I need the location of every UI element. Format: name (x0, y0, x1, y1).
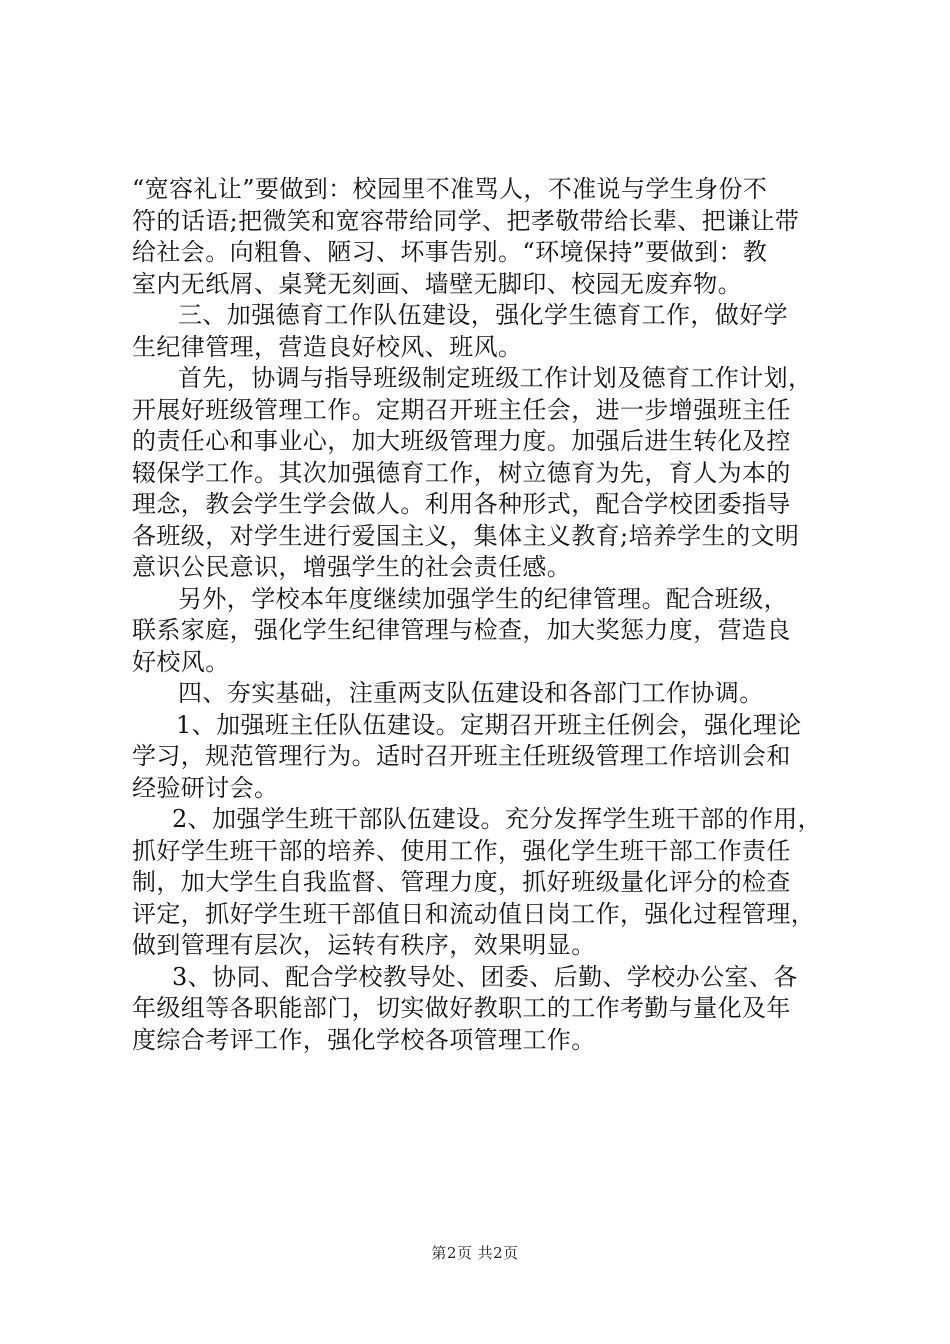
section-heading-four: 四、夯实基础，注重两支队伍建设和各部门工作协调。 (178, 679, 764, 707)
text-line: 年级组等各职能部门，切实做好教职工的工作考勤与量化及年 (132, 994, 791, 1022)
document-body (132, 174, 832, 1056)
list-item-3-first-line: 3、协同、配合学校教导处、团委、后勤、学校办公室、各 (172, 962, 798, 991)
text-line: 经验研讨会。 (132, 773, 279, 802)
text-line: 理念，教会学生学会做人。利用各种形式，配合学校团委指导 (132, 490, 791, 518)
text-line: 抓好学生班干部的培养、使用工作，强化学生班干部工作责任 (132, 836, 791, 865)
text-line: 度综合考评工作，强化学校各项管理工作。 (132, 1025, 596, 1054)
text-line: “宽容礼让”要做到：校园里不准骂人，不准说与学生身份不 (132, 175, 768, 203)
text-line: 符的话语;把微笑和宽容带给同学、把孝敬带给长辈、把谦让带 (132, 206, 800, 235)
text-line: 学习，规范管理行为。适时召开班主任班级管理工作培训会和 (132, 742, 791, 770)
paragraph-first-line: 另外，学校本年度继续加强学生的纪律管理。配合班级， (178, 584, 788, 613)
text-line: 意识公民意识，增强学生的社会责任感。 (132, 553, 572, 581)
text-line: 给社会。向粗鲁、陋习、坏事告别。“环境保持”要做到：教 (132, 238, 768, 266)
text-line: 各班级，对学生进行爱国主义，集体主义教育;培养学生的文明 (132, 521, 800, 550)
paragraph-first-line: 首先，协调与指导班级制定班级工作计划及德育工作计划， (178, 364, 813, 392)
page-number-footer: 第2页 共2页 (431, 1244, 519, 1262)
text-line: 好校风。 (132, 647, 230, 676)
list-item-2-first-line: 2、加强学生班干部队伍建设。充分发挥学生班干部的作用， (172, 805, 823, 833)
text-line: 生纪律管理，营造良好校风、班风。 (132, 332, 523, 361)
text-line: 开展好班级管理工作。定期召开班主任会，进一步增强班主任 (132, 395, 791, 424)
text-line: 的责任心和事业心，加大班级管理力度。加强后进生转化及控 (132, 427, 791, 455)
text-line: 联系家庭，强化学生纪律管理与检查，加大奖惩力度，营造良 (132, 616, 791, 644)
text-line: 辍保学工作。其次加强德育工作，树立德育为先，育人为本的 (132, 458, 791, 487)
text-line: 室内无纸屑、桌凳无刻画、墙壁无脚印、校园无废弃物。 (132, 269, 742, 298)
text-line: 做到管理有层次，运转有秩序，效果明显。 (132, 931, 596, 959)
section-heading-three: 三、加强德育工作队伍建设，强化学生德育工作，做好学 (178, 301, 788, 329)
list-item-1-first-line: 1、加强班主任队伍建设。定期召开班主任例会，强化理论 (176, 710, 802, 739)
text-line: 评定，抓好学生班干部值日和流动值日岗工作，强化过程管理， (132, 899, 816, 928)
text-line: 制，加大学生自我监督、管理力度，抓好班级量化评分的检查 (132, 868, 791, 896)
